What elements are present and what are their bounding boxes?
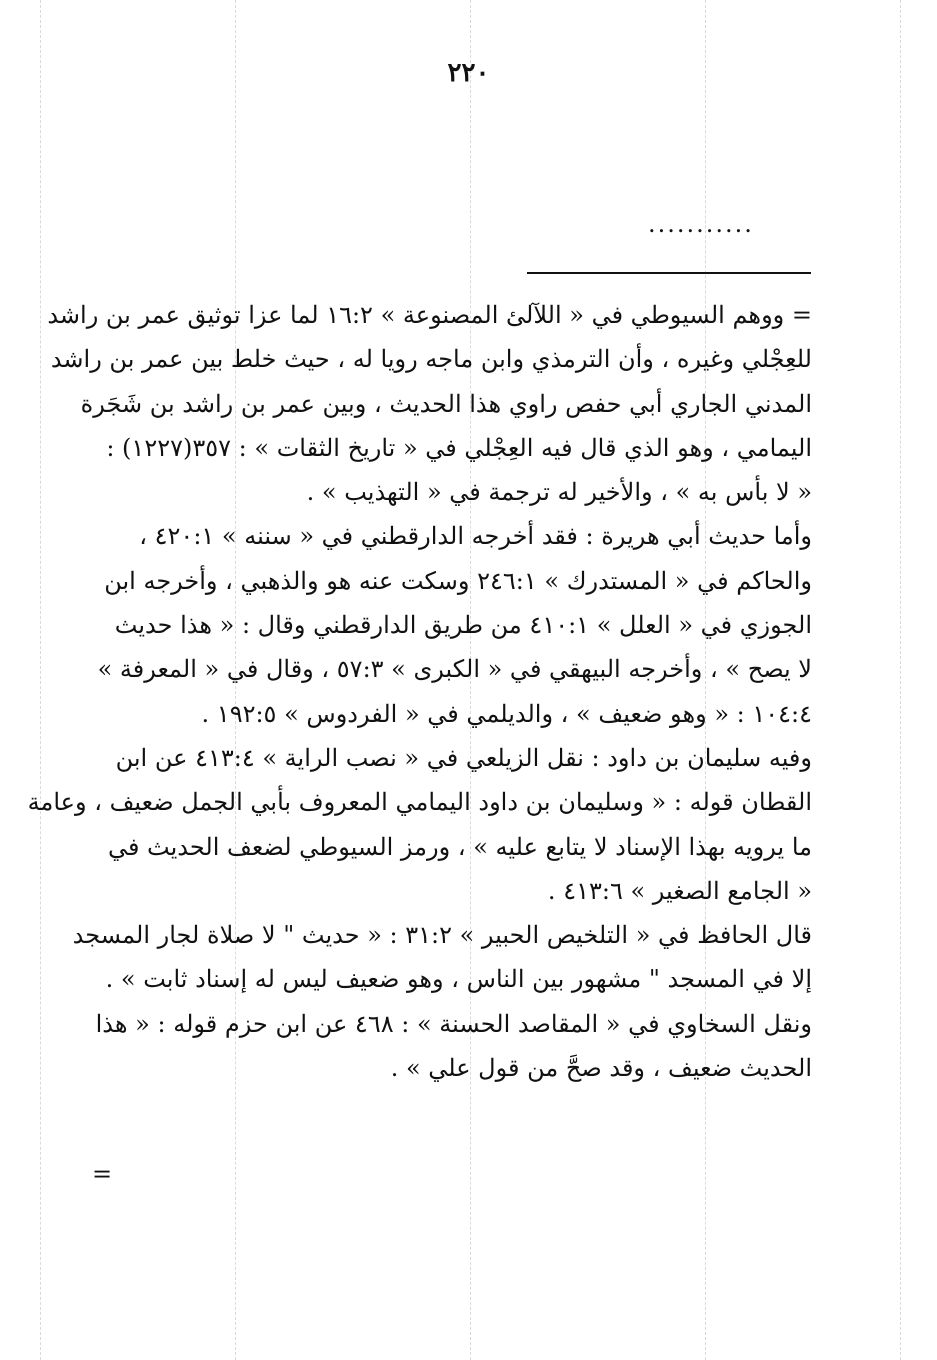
text-line: ما يرويه بهذا الإسناد لا يتابع عليه » ، ورمز السيوطي لضعف الحديث في bbox=[107, 832, 812, 861]
text-line: المدني الجاري أبي حفص راوي هذا الحديث ، وبين عمر بن راشد بن شَجَرة bbox=[80, 389, 812, 418]
text-line: « لا بأس به » ، والأخير له ترجمة في « التهذيب » . bbox=[306, 478, 812, 507]
text-line: « الجامع الصغير » ٤١٣:٦ . bbox=[547, 876, 812, 905]
text-line: وفيه سليمان بن داود : نقل الزيلعي في « نصب الراية » ٤١٣:٤ عن ابن bbox=[115, 743, 812, 772]
scan-guide-line bbox=[900, 0, 901, 1360]
paragraph bbox=[47, 293, 812, 514]
text-line: وأما حديث أبي هريرة : فقد أخرجه الدارقطني في « سننه » ٤٢٠:١ ، bbox=[139, 522, 812, 551]
page-number: ٢٢٠ bbox=[447, 58, 490, 88]
scan-guide-line bbox=[40, 0, 41, 1360]
text-line: = ووهم السيوطي في « اللآلئ المصنوعة » ١٦:٢ لما عزا توثيق عمر بن راشد bbox=[47, 301, 812, 329]
paragraph bbox=[72, 913, 812, 1002]
paragraph bbox=[86, 514, 812, 735]
footnote-text bbox=[27, 293, 812, 1090]
text-line: لا يصح » ، وأخرجه البيهقي في « الكبرى » ٥٧:٣ ، وقال في « المعرفة » bbox=[97, 655, 812, 684]
text-line: القطان قوله : « وسليمان بن داود اليمامي المعروف بأبي الجمل ضعيف ، وعامة bbox=[27, 788, 812, 817]
paragraph bbox=[27, 736, 812, 913]
continuation-mark: = bbox=[92, 1160, 113, 1188]
text-line: ١٠٤:٤ : « وهو ضعيف » ، والديلمي في « الفردوس » ١٩٢:٥ . bbox=[201, 699, 812, 728]
footnote-separator bbox=[527, 272, 811, 274]
ellipsis-marker: ........... bbox=[648, 210, 754, 238]
text-line: قال الحافظ في « التلخيص الحبير » ٣١:٢ : « حديث " لا صلاة لجار المسجد bbox=[72, 921, 812, 950]
text-line: والحاكم في « المستدرك » ٢٤٦:١ وسكت عنه هو والذهبي ، وأخرجه ابن bbox=[104, 566, 812, 595]
text-line: الجوزي في « العلل » ٤١٠:١ من طريق الدارقطني وقال : « هذا حديث bbox=[114, 611, 812, 640]
text-line: ونقل السخاوي في « المقاصد الحسنة » : ٤٦٨ عن ابن حزم قوله : « هذا bbox=[95, 1009, 812, 1038]
text-line: للعِجْلي وغيره ، وأن الترمذي وابن ماجه رويا له ، حيث خلط بين عمر بن راشد bbox=[50, 345, 812, 374]
text-line: اليمامي ، وهو الذي قال فيه العِجْلي في « تاريخ الثقات » : ٣٥٧(١٢٢٧) : bbox=[106, 433, 812, 462]
paragraph bbox=[86, 1002, 812, 1091]
text-line: الحديث ضعيف ، وقد صحَّ من قول علي » . bbox=[390, 1054, 812, 1083]
text-line: إلا في المسجد " مشهور بين الناس ، وهو ضعيف ليس له إسناد ثابت » . bbox=[105, 965, 812, 994]
